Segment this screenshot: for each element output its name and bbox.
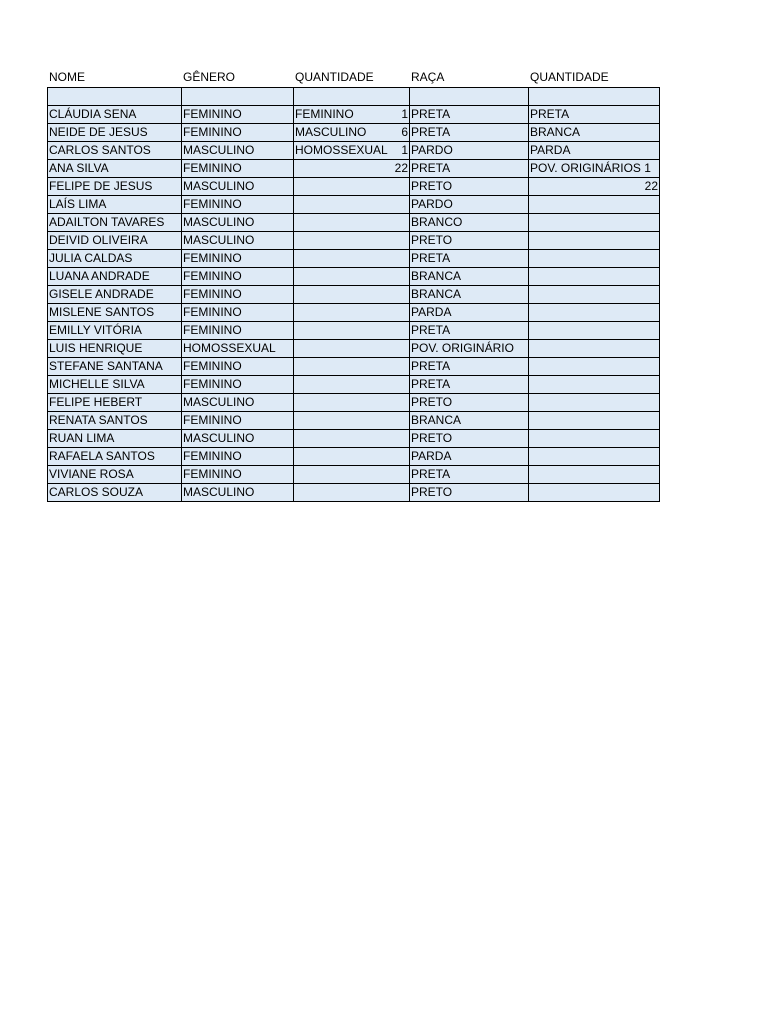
table-row [48, 106, 660, 124]
cell-genero[interactable]: FEMININO [182, 196, 294, 214]
cell-nome[interactable]: LAÍS LIMA [48, 196, 182, 214]
cell-genero[interactable]: FEMININO [182, 358, 294, 376]
cell-genero[interactable]: FEMININO [182, 268, 294, 286]
cell-quantidade-raca[interactable] [529, 178, 660, 196]
cell-genero[interactable]: FEMININO [182, 250, 294, 268]
quantidade-genero-wrap [295, 106, 408, 123]
cell-quantidade-raca[interactable] [529, 448, 660, 466]
table-row [48, 268, 660, 286]
header-quantidade-raca: QUANTIDADE [530, 70, 609, 84]
cell-raca[interactable]: PRETA [410, 376, 529, 394]
cell-quantidade-genero[interactable] [294, 268, 410, 286]
quantidade-genero-label: HOMOSSEXUAL [295, 143, 388, 157]
quantidade-raca-label: PRETA [530, 107, 570, 121]
cell-genero[interactable]: FEMININO [182, 304, 294, 322]
cell-quantidade-raca[interactable] [529, 88, 660, 106]
cell-raca[interactable]: BRANCA [410, 412, 529, 430]
table-row [48, 448, 660, 466]
quantidade-genero-label: MASCULINO [295, 125, 367, 139]
table-row [48, 394, 660, 412]
table-row [48, 322, 660, 340]
cell-raca[interactable] [410, 88, 529, 106]
cell-nome[interactable] [48, 88, 182, 106]
cell-genero[interactable]: FEMININO [182, 160, 294, 178]
cell-quantidade-raca[interactable] [529, 484, 660, 502]
cell-quantidade-raca[interactable] [529, 376, 660, 394]
cell-quantidade-genero[interactable] [294, 358, 410, 376]
cell-nome[interactable]: DEIVID OLIVEIRA [48, 232, 182, 250]
cell-quantidade-genero[interactable] [294, 340, 410, 358]
cell-quantidade-genero[interactable] [294, 178, 410, 196]
cell-nome[interactable]: STEFANE SANTANA [48, 358, 182, 376]
cell-quantidade-raca[interactable] [529, 466, 660, 484]
cell-quantidade-raca[interactable] [529, 268, 660, 286]
quantidade-genero-value: 1 [401, 107, 408, 121]
cell-genero[interactable]: FEMININO [182, 322, 294, 340]
cell-raca[interactable]: PRETO [410, 430, 529, 448]
cell-nome[interactable]: JULIA CALDAS [48, 250, 182, 268]
cell-quantidade-raca[interactable] [529, 106, 660, 124]
cell-genero[interactable]: MASCULINO [182, 178, 294, 196]
cell-quantidade-raca[interactable] [529, 304, 660, 322]
cell-quantidade-raca[interactable] [529, 214, 660, 232]
cell-raca[interactable]: PRETA [410, 124, 529, 142]
cell-genero[interactable]: FEMININO [182, 286, 294, 304]
table-row [48, 142, 660, 160]
table-row [48, 178, 660, 196]
table-row [48, 232, 660, 250]
cell-genero[interactable]: FEMININO [182, 124, 294, 142]
header-genero: GÊNERO [183, 70, 236, 84]
cell-nome[interactable]: RUAN LIMA [48, 430, 182, 448]
table-row [48, 250, 660, 268]
table-row [48, 358, 660, 376]
table-row [48, 340, 660, 358]
cell-raca[interactable]: PRETA [410, 466, 529, 484]
cell-nome[interactable]: LUANA ANDRADE [48, 268, 182, 286]
cell-quantidade-genero[interactable] [294, 430, 410, 448]
quantidade-raca-wrap [530, 142, 658, 159]
header-raca: RAÇA [411, 70, 445, 84]
cell-nome[interactable]: EMILLY VITÓRIA [48, 322, 182, 340]
quantidade-raca-label: PARDA [530, 143, 571, 157]
cell-raca[interactable]: PRETO [410, 484, 529, 502]
header-quantidade-genero: QUANTIDADE [295, 70, 374, 84]
cell-nome[interactable]: CLÁUDIA SENA [48, 106, 182, 124]
cell-raca[interactable]: POV. ORIGINÁRIO [410, 340, 529, 358]
cell-nome[interactable]: VIVIANE ROSA [48, 466, 182, 484]
cell-genero[interactable]: FEMININO [182, 106, 294, 124]
cell-raca[interactable]: PRETA [410, 322, 529, 340]
cell-quantidade-raca[interactable] [529, 340, 660, 358]
table-row [48, 124, 660, 142]
cell-quantidade-genero[interactable] [294, 214, 410, 232]
table-row [48, 214, 660, 232]
quantidade-raca-wrap [530, 178, 658, 195]
cell-genero[interactable]: MASCULINO [182, 430, 294, 448]
cell-quantidade-raca[interactable] [529, 232, 660, 250]
data-table [47, 87, 660, 502]
quantidade-genero-value: 6 [401, 125, 408, 139]
quantidade-genero-value: 22 [394, 161, 408, 175]
cell-raca[interactable]: BRANCA [410, 286, 529, 304]
cell-raca[interactable]: PRETA [410, 160, 529, 178]
cell-raca[interactable]: PRETA [410, 106, 529, 124]
cell-genero[interactable]: MASCULINO [182, 484, 294, 502]
cell-raca[interactable]: BRANCO [410, 214, 529, 232]
table-row [48, 484, 660, 502]
table-row [48, 430, 660, 448]
cell-genero[interactable]: FEMININO [182, 448, 294, 466]
cell-quantidade-raca[interactable] [529, 412, 660, 430]
cell-quantidade-genero[interactable] [294, 466, 410, 484]
cell-quantidade-genero[interactable] [294, 196, 410, 214]
cell-nome[interactable]: FELIPE DE JESUS [48, 178, 182, 196]
cell-quantidade-genero[interactable] [294, 250, 410, 268]
cell-nome[interactable]: NEIDE DE JESUS [48, 124, 182, 142]
table-row [48, 376, 660, 394]
table-row [48, 196, 660, 214]
cell-nome[interactable]: RENATA SANTOS [48, 412, 182, 430]
cell-quantidade-genero[interactable] [294, 376, 410, 394]
quantidade-raca-label: BRANCA [530, 125, 581, 139]
cell-genero[interactable]: FEMININO [182, 412, 294, 430]
quantidade-genero-value: 1 [401, 143, 408, 157]
cell-quantidade-raca[interactable] [529, 142, 660, 160]
cell-raca[interactable]: BRANCA [410, 268, 529, 286]
table-row [48, 88, 660, 106]
quantidade-genero-wrap [295, 124, 408, 141]
cell-quantidade-genero[interactable] [294, 304, 410, 322]
cell-nome[interactable]: ANA SILVA [48, 160, 182, 178]
cell-raca[interactable]: PARDO [410, 196, 529, 214]
cell-nome[interactable]: FELIPE HEBERT [48, 394, 182, 412]
quantidade-raca-label: POV. ORIGINÁRIOS 1 [530, 161, 651, 175]
cell-raca[interactable]: PRETA [410, 358, 529, 376]
cell-genero[interactable]: MASCULINO [182, 232, 294, 250]
quantidade-raca-value: 22 [644, 179, 658, 193]
cell-nome[interactable]: MISLENE SANTOS [48, 304, 182, 322]
cell-nome[interactable]: CARLOS SANTOS [48, 142, 182, 160]
cell-genero[interactable]: MASCULINO [182, 394, 294, 412]
cell-nome[interactable]: MICHELLE SILVA [48, 376, 182, 394]
table-row [48, 412, 660, 430]
quantidade-genero-wrap [295, 160, 408, 177]
cell-nome[interactable]: ADAILTON TAVARES [48, 214, 182, 232]
quantidade-raca-wrap [530, 160, 658, 177]
quantidade-raca-wrap [530, 124, 658, 141]
header-nome: NOME [49, 70, 85, 84]
cell-raca[interactable]: PARDO [410, 142, 529, 160]
cell-quantidade-raca[interactable] [529, 430, 660, 448]
cell-quantidade-genero[interactable] [294, 106, 410, 124]
cell-raca[interactable]: PARDA [410, 304, 529, 322]
cell-raca[interactable]: PRETO [410, 394, 529, 412]
cell-quantidade-raca[interactable] [529, 322, 660, 340]
cell-quantidade-genero[interactable] [294, 448, 410, 466]
cell-quantidade-genero[interactable] [294, 142, 410, 160]
table-row [48, 466, 660, 484]
cell-quantidade-raca[interactable] [529, 196, 660, 214]
table-row [48, 304, 660, 322]
cell-quantidade-genero[interactable] [294, 160, 410, 178]
cell-raca[interactable]: PRETO [410, 178, 529, 196]
cell-genero[interactable]: MASCULINO [182, 142, 294, 160]
cell-nome[interactable]: RAFAELA SANTOS [48, 448, 182, 466]
cell-quantidade-genero[interactable] [294, 232, 410, 250]
cell-raca[interactable]: PRETA [410, 250, 529, 268]
cell-quantidade-genero[interactable] [294, 286, 410, 304]
cell-genero[interactable] [182, 88, 294, 106]
cell-quantidade-raca[interactable] [529, 358, 660, 376]
cell-quantidade-raca[interactable] [529, 124, 660, 142]
cell-genero[interactable]: HOMOSSEXUAL [182, 340, 294, 358]
cell-quantidade-raca[interactable] [529, 394, 660, 412]
cell-genero[interactable]: MASCULINO [182, 214, 294, 232]
cell-quantidade-genero[interactable] [294, 124, 410, 142]
cell-quantidade-genero[interactable] [294, 484, 410, 502]
cell-nome[interactable]: GISELE ANDRADE [48, 286, 182, 304]
cell-genero[interactable]: FEMININO [182, 376, 294, 394]
table-row [48, 160, 660, 178]
cell-quantidade-genero[interactable] [294, 412, 410, 430]
quantidade-genero-wrap [295, 142, 408, 159]
cell-quantidade-genero[interactable] [294, 322, 410, 340]
cell-raca[interactable]: PARDA [410, 448, 529, 466]
cell-quantidade-raca[interactable] [529, 286, 660, 304]
cell-quantidade-genero[interactable] [294, 394, 410, 412]
cell-raca[interactable]: PRETO [410, 232, 529, 250]
quantidade-raca-wrap [530, 106, 658, 123]
cell-nome[interactable]: LUIS HENRIQUE [48, 340, 182, 358]
cell-quantidade-genero[interactable] [294, 88, 410, 106]
cell-quantidade-raca[interactable] [529, 160, 660, 178]
cell-genero[interactable]: FEMININO [182, 466, 294, 484]
cell-quantidade-raca[interactable] [529, 250, 660, 268]
table-row [48, 286, 660, 304]
header-row [48, 69, 660, 85]
quantidade-genero-label: FEMININO [295, 107, 354, 121]
cell-nome[interactable]: CARLOS SOUZA [48, 484, 182, 502]
